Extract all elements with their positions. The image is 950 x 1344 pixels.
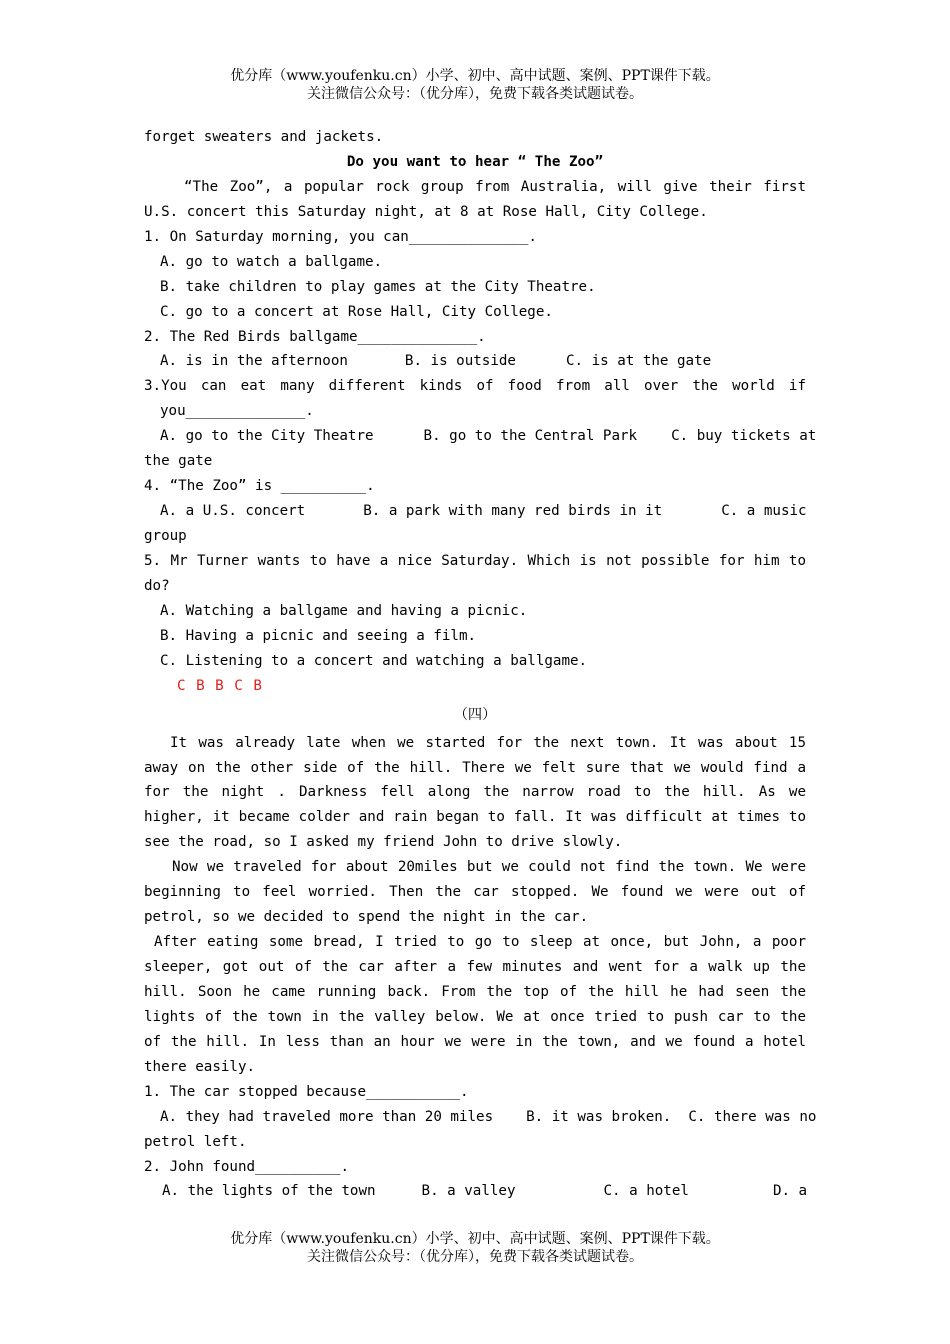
option-c: C. is at the gate [565,353,712,370]
option-c: C. buy tickets at [671,428,817,445]
passage-line: lights of the town in the valley below. We at once tried to push car to the [144,1008,806,1025]
header-line-1: 优分库（www.youfenku.cn）小学、初中、高中试题、案例、PPT课件下载。 [230,68,720,84]
option-c-cont: group [144,528,187,544]
option-a: A. go to watch a ballgame. [160,253,383,270]
passage-line: away on the other side of the hill. There we felt sure that we would find a [144,759,806,776]
option-a: A. they had traveled more than 20 miles [160,1108,494,1125]
options-row [144,499,806,524]
options-row [144,1105,817,1130]
question-2: 2. John found__________. [144,1158,349,1175]
options-row [144,424,817,449]
passage-line: After eating some bread, I tried to go to sleep at once, but John, a poor [154,934,806,951]
page-footer [0,1230,950,1266]
option-c: C. Listening to a concert and watching a ballgame. [160,652,588,669]
header-line-2: 关注微信公众号：（优分库），免费下载各类试题试卷。 [307,86,643,102]
option-b: B. a park with many red birds in it [363,503,663,520]
option-b: B. is outside [404,353,516,370]
option-c: C. a hotel [603,1183,689,1200]
option-b: B. take children to play games at the City Theatre. [160,278,596,295]
option-a: A. a U.S. concert [160,503,306,520]
passage-line: for the night . Darkness fell along the narrow road to the hill. As we [144,784,806,801]
passage-line: of the hill. In less than an hour we were in the town, and we found a hotel [144,1033,806,1050]
question-3: 3.You can eat many different kinds of food from all over the world if [144,378,806,395]
option-b: B. go to the Central Park [423,428,638,445]
question-5: 5. Mr Turner wants to have a nice Saturday. Which is not possible for him to [144,552,806,569]
passage-line: there easily. [144,1058,256,1075]
option-c-cont: the gate [144,453,213,470]
ad-title: Do you want to hear “ The Zoo” [346,153,604,170]
options-row [144,1179,806,1204]
question-4: 4. “The Zoo” is __________. [144,478,375,495]
page-header [0,67,950,103]
passage-line: beginning to feel worried. Then the car stopped. We found we were out of [144,884,806,901]
option-a: A. go to the City Theatre [160,428,374,445]
answer-key: C B B C B [177,677,263,694]
option-c: C. go to a concert at Rose Hall, City College. [160,303,553,320]
option-c: C. there was no [688,1108,817,1125]
passage-line: see the road, so I asked my friend John to drive slowly. [144,834,623,851]
continued-text: forget sweaters and jackets. [144,129,384,145]
question-2: 2. The Red Birds ballgame______________. [144,328,486,345]
option-d: D. a [772,1183,808,1200]
document-body [144,125,817,1204]
passage-line: Now we traveled for about 20miles but we could not find the town. We were [172,859,806,876]
passage-line: sleeper, got out of the car after a few minutes and went for a walk up the [144,959,806,975]
passage-line: petrol, so we decided to spend the night in the car. [144,909,589,926]
question-3-cont: you______________. [160,403,314,420]
question-5-cont: do? [144,577,170,594]
question-1: 1. The car stopped because___________. [144,1083,469,1100]
option-a: A. is in the afternoon [160,353,348,370]
footer-line-1: 优分库（www.youfenku.cn）小学、初中、高中试题、案例、PPT课件下载。 [230,1231,720,1247]
ad-text-line: U.S. concert this Saturday night, at 8 at Rose Hall, City College. [144,203,708,220]
passage-line: higher, it became colder and rain began to fall. It was difficult at times to [144,809,806,826]
passage-line: hill. Soon he came running back. From the top of the hill he had seen the [144,983,806,1000]
passage-line: It was already late when we started for the next town. It was about 15 [170,734,806,751]
section-heading: （四） [453,706,497,723]
option-a: A. the lights of the town [162,1183,376,1200]
option-c: C. a music [721,503,807,520]
option-b: B. a valley [421,1183,516,1200]
options-row [144,349,806,374]
option-c-cont: petrol left. [144,1133,247,1150]
option-b: B. Having a picnic and seeing a film. [160,627,477,644]
question-1: 1. On Saturday morning, you can______________. [144,228,537,245]
footer-line-2: 关注微信公众号：（优分库），免费下载各类试题试卷。 [307,1249,643,1265]
ad-text-line: “The Zoo”, a popular rock group from Australia, will give their first [184,178,806,195]
option-b: B. it was broken. [526,1108,672,1125]
option-a: A. Watching a ballgame and having a picnic. [160,602,528,619]
